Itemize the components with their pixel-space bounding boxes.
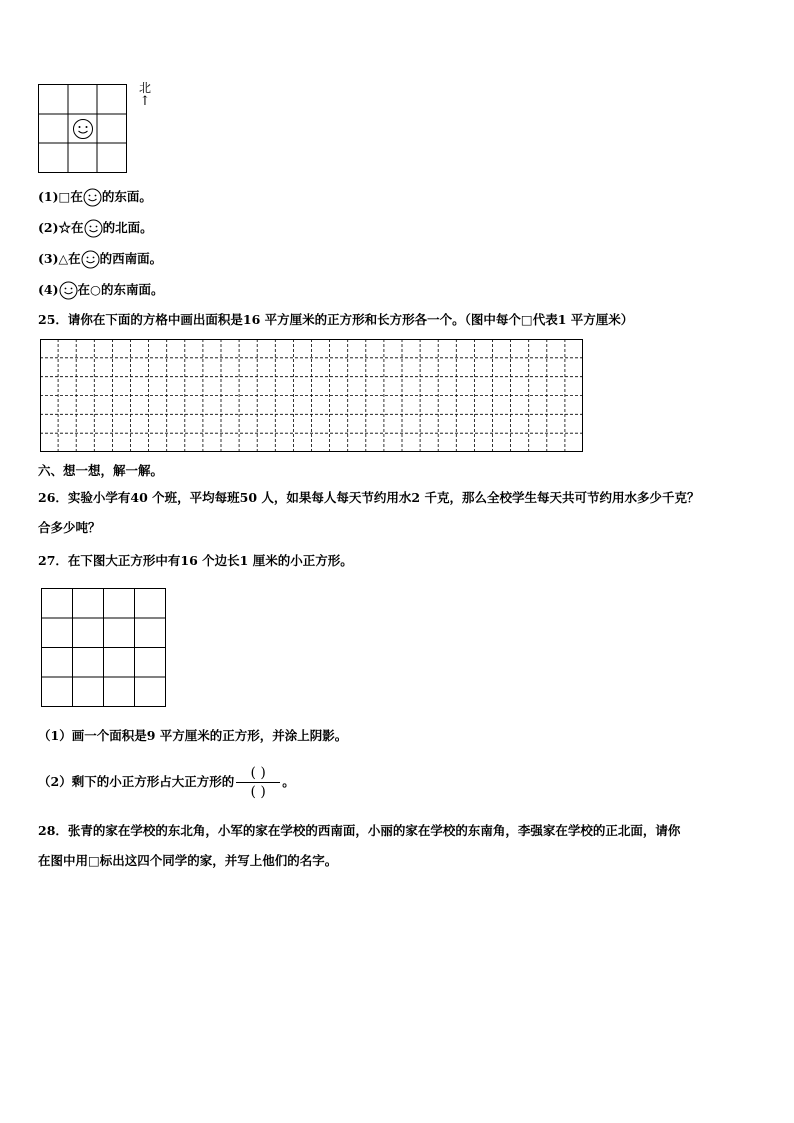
q28-line-2: 在图中用□标出这四个同学的家，并写上他们的名字。: [38, 853, 338, 868]
q26-line-1: 26．实验小学有40 个班，平均每班50 人，如果每人每天节约用水2 千克，那么全校学生每天共可节约用水多少千克？: [38, 490, 700, 505]
item-text: 的东南面。: [100, 282, 164, 297]
q24-item-2: [38, 219, 153, 238]
star-symbol: ☆: [58, 220, 72, 235]
smiley-icon: [59, 281, 78, 300]
q24-item-1: [38, 188, 152, 207]
q24-item-3: [38, 250, 162, 269]
q27-sub-2-end: 。: [282, 774, 295, 789]
q27-text: 27．在下图大正方形中有16 个边长1 厘米的小正方形。: [38, 553, 353, 568]
square-grid-4x4: [41, 588, 167, 708]
item-text: 在: [68, 251, 81, 266]
smiley-icon: [72, 118, 94, 140]
item-text: 在: [71, 220, 84, 235]
q26-line-2: 合多少吨？: [38, 520, 101, 535]
circle-symbol: ○: [90, 282, 101, 297]
item-number: (4): [38, 282, 59, 297]
item-number: (2): [38, 220, 59, 235]
numerator-blank[interactable]: ( ): [250, 765, 266, 781]
item-text: 的西南面。: [99, 251, 163, 266]
q27-sub-2-text: （2）剩下的小正方形占大正方形的: [38, 774, 235, 789]
triangle-symbol: △: [58, 251, 69, 266]
q28-line-1: 28．张青的家在学校的东北角，小军的家在学校的西南面，小丽的家在学校的东南角，李强家在学校的正北面，请你: [38, 823, 681, 838]
section-6-heading: 六、想一想，解一解。: [38, 463, 164, 478]
item-text: 在: [77, 282, 91, 297]
item-text: 的北面。: [102, 220, 153, 235]
item-text: 在: [70, 189, 83, 204]
north-arrow-icon: ↑: [139, 94, 151, 109]
item-number: (1): [38, 189, 59, 204]
denominator-blank[interactable]: ( ): [250, 784, 266, 800]
compass: [137, 82, 153, 109]
direction-grid: [38, 84, 127, 173]
item-text: 的东面。: [101, 189, 152, 204]
fraction-blank[interactable]: [236, 765, 280, 800]
q24-item-4: [38, 281, 163, 300]
item-number: (3): [38, 251, 59, 266]
q25-text: 25．请你在下面的方格中画出面积是16 平方厘米的正方形和长方形各一个。（图中每个□代表1 平方厘米）: [38, 312, 634, 327]
q27-sub-1: （1）画一个面积是9 平方厘米的正方形，并涂上阴影。: [38, 728, 348, 743]
fraction-bar: [236, 782, 280, 783]
q27-sub-2: [38, 762, 295, 802]
square-symbol: □: [58, 189, 71, 204]
smiley-icon: [84, 219, 103, 238]
smiley-icon: [81, 250, 100, 269]
dashed-grid: [40, 339, 584, 453]
smiley-icon: [83, 188, 102, 207]
north-label: 北: [138, 81, 151, 95]
